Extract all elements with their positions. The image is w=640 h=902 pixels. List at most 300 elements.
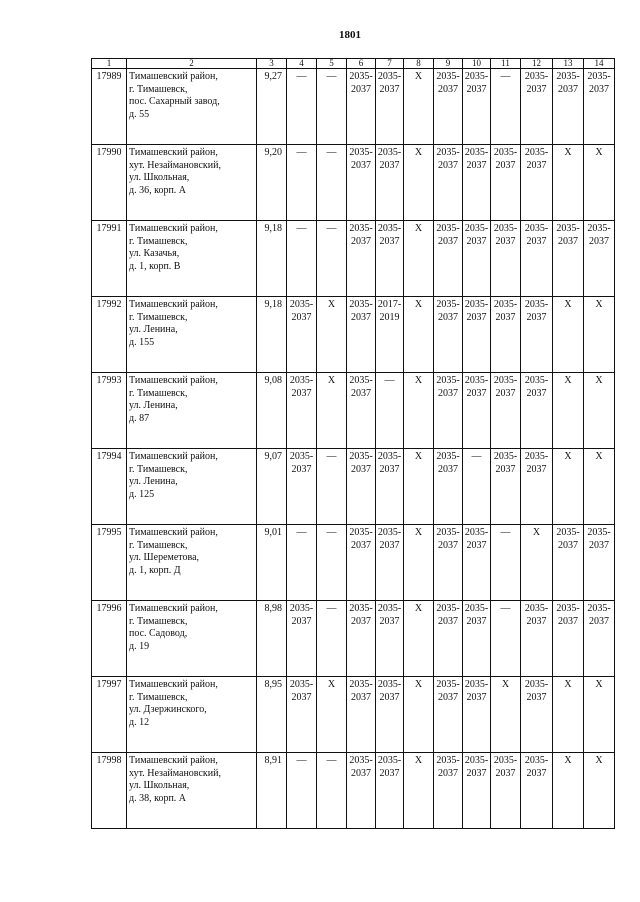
schedule-cell bbox=[584, 69, 615, 145]
schedule-cell bbox=[584, 221, 615, 297]
cell-text: Тимашевский район, г. Тимашевск, ул. Дзержинского, д. 12 bbox=[129, 679, 218, 728]
cell-text: 2035- 2037 bbox=[464, 679, 489, 703]
schedule-cell bbox=[404, 145, 434, 221]
cell-text: 2035- 2037 bbox=[493, 223, 518, 247]
schedule-cell bbox=[376, 753, 404, 829]
schedule-cell bbox=[404, 221, 434, 297]
cell-text: X bbox=[564, 147, 572, 158]
cell-text: 9,18 bbox=[264, 223, 282, 234]
cell-text: — bbox=[326, 603, 337, 614]
cell-text: 2035- 2037 bbox=[377, 679, 402, 703]
cell-text: 9,08 bbox=[264, 375, 282, 386]
cell-text: 2035- 2037 bbox=[464, 71, 489, 95]
schedule-cell bbox=[463, 297, 491, 373]
schedule-cell bbox=[404, 525, 434, 601]
cell-text: — bbox=[500, 71, 511, 82]
cell-text: 2035- 2037 bbox=[436, 451, 460, 475]
schedule-cell bbox=[317, 677, 347, 753]
cell-text: X bbox=[564, 375, 572, 386]
cell-text: 2035- 2037 bbox=[587, 223, 611, 247]
cell-text: X bbox=[414, 755, 423, 766]
table-body bbox=[92, 59, 615, 829]
address-cell bbox=[127, 145, 257, 221]
cell-text: 9,18 bbox=[264, 299, 282, 310]
cell-text: 2035- 2037 bbox=[493, 375, 518, 399]
cell-text: 17989 bbox=[96, 71, 122, 82]
schedule-cell bbox=[434, 449, 463, 525]
schedule-cell bbox=[463, 373, 491, 449]
cell-text: 17993 bbox=[96, 375, 122, 386]
address-cell bbox=[127, 601, 257, 677]
cell-text: 17996 bbox=[96, 603, 122, 614]
table-row bbox=[92, 145, 615, 221]
area-cell bbox=[257, 297, 287, 373]
cell-text: X bbox=[595, 147, 603, 158]
cell-text: 9,01 bbox=[264, 527, 282, 538]
cell-text: X bbox=[564, 679, 572, 690]
cell-text: X bbox=[327, 679, 336, 690]
cell-text: 2035- 2037 bbox=[349, 223, 373, 247]
cell-text: 2035- 2037 bbox=[289, 375, 314, 399]
schedule-cell bbox=[521, 221, 553, 297]
schedule-cell bbox=[463, 525, 491, 601]
schedule-cell bbox=[491, 373, 521, 449]
schedule-cell bbox=[347, 677, 376, 753]
cell-text: X bbox=[414, 527, 423, 538]
cell-text: 2035- 2037 bbox=[436, 71, 460, 95]
schedule-cell bbox=[463, 677, 491, 753]
schedule-cell bbox=[347, 145, 376, 221]
schedule-cell bbox=[584, 601, 615, 677]
schedule-cell bbox=[376, 297, 404, 373]
cell-text: — bbox=[326, 71, 337, 82]
cell-text: 2035- 2037 bbox=[464, 527, 489, 551]
area-cell bbox=[257, 373, 287, 449]
cell-text: 2035- 2037 bbox=[464, 299, 489, 323]
table-row bbox=[92, 221, 615, 297]
schedule-cell bbox=[287, 221, 317, 297]
page-number: 1801 bbox=[339, 29, 361, 41]
cell-text: 2035- 2037 bbox=[436, 527, 460, 551]
cell-text: 2035- 2037 bbox=[464, 223, 489, 247]
cell-text: — bbox=[326, 527, 337, 538]
cell-text: 2035- 2037 bbox=[493, 451, 518, 475]
cell-text: 2035- 2037 bbox=[524, 375, 549, 399]
schedule-cell bbox=[521, 677, 553, 753]
row-number-cell bbox=[92, 69, 127, 145]
area-cell bbox=[257, 69, 287, 145]
cell-text: 17997 bbox=[96, 679, 122, 690]
address-cell bbox=[127, 449, 257, 525]
cell-text: X bbox=[414, 375, 423, 386]
schedule-cell bbox=[584, 753, 615, 829]
schedule-cell bbox=[521, 449, 553, 525]
cell-text: Тимашевский район, г. Тимашевск, пос. Садовод, д. 19 bbox=[129, 603, 218, 652]
schedule-cell bbox=[376, 525, 404, 601]
schedule-cell bbox=[434, 525, 463, 601]
column-header: 9 bbox=[434, 59, 463, 69]
address-cell bbox=[127, 69, 257, 145]
cell-text: X bbox=[595, 679, 603, 690]
schedule-cell bbox=[317, 601, 347, 677]
cell-text: — bbox=[384, 375, 395, 386]
row-number-cell bbox=[92, 677, 127, 753]
schedule-cell bbox=[287, 297, 317, 373]
cell-text: 8,91 bbox=[264, 755, 282, 766]
cell-text: X bbox=[501, 679, 510, 690]
cell-text: — bbox=[326, 451, 337, 462]
row-number-cell bbox=[92, 297, 127, 373]
address-cell bbox=[127, 677, 257, 753]
cell-text: 2035- 2037 bbox=[349, 755, 373, 779]
column-header: 11 bbox=[491, 59, 521, 69]
schedule-cell bbox=[287, 449, 317, 525]
column-header: 3 bbox=[257, 59, 287, 69]
cell-text: 2035- 2037 bbox=[493, 147, 518, 171]
cell-text: Тимашевский район, г. Тимашевск, пос. Сахарный завод, д. 55 bbox=[129, 71, 220, 120]
cell-text: 17995 bbox=[96, 527, 122, 538]
schedule-cell bbox=[463, 69, 491, 145]
schedule-cell bbox=[521, 373, 553, 449]
address-cell bbox=[127, 373, 257, 449]
schedule-cell bbox=[376, 601, 404, 677]
cell-text: 2035- 2037 bbox=[436, 603, 460, 627]
schedule-cell bbox=[491, 145, 521, 221]
cell-text: 2035- 2037 bbox=[556, 223, 580, 247]
schedule-cell bbox=[287, 145, 317, 221]
cell-text: 2035- 2037 bbox=[377, 147, 402, 171]
cell-text: Тимашевский район, г. Тимашевск, ул. Казачья, д. 1, корп. В bbox=[129, 223, 218, 272]
schedule-cell bbox=[463, 145, 491, 221]
cell-text: 17991 bbox=[96, 223, 122, 234]
cell-text: Тимашевский район, хут. Незаймановский, ул. Школьная, д. 38, корп. А bbox=[129, 755, 221, 804]
cell-text: 2035- 2037 bbox=[464, 375, 489, 399]
schedule-cell bbox=[584, 449, 615, 525]
cell-text: 8,95 bbox=[264, 679, 282, 690]
cell-text: X bbox=[414, 223, 423, 234]
schedule-cell bbox=[347, 753, 376, 829]
cell-text: 2035- 2037 bbox=[524, 603, 549, 627]
cell-text: 17998 bbox=[96, 755, 122, 766]
cell-text: 2035- 2037 bbox=[524, 679, 549, 703]
address-cell bbox=[127, 753, 257, 829]
schedule-cell bbox=[463, 221, 491, 297]
cell-text: 2035- 2037 bbox=[349, 71, 373, 95]
cell-text: Тимашевский район, г. Тимашевск, ул. Ленина, д. 87 bbox=[129, 375, 218, 424]
schedule-cell bbox=[491, 601, 521, 677]
schedule-cell bbox=[521, 525, 553, 601]
column-header: 12 bbox=[521, 59, 553, 69]
column-header: 14 bbox=[584, 59, 615, 69]
cell-text: X bbox=[414, 603, 423, 614]
schedule-cell bbox=[404, 69, 434, 145]
schedule-cell bbox=[521, 145, 553, 221]
schedule-cell bbox=[404, 677, 434, 753]
cell-text: X bbox=[414, 71, 423, 82]
cell-text: 2035- 2037 bbox=[349, 375, 373, 399]
cell-text: — bbox=[296, 147, 307, 158]
cell-text: X bbox=[595, 375, 603, 386]
cell-text: 2035- 2037 bbox=[349, 299, 373, 323]
cell-text: 2035- 2037 bbox=[464, 755, 489, 779]
schedule-cell bbox=[584, 677, 615, 753]
schedule-cell bbox=[521, 601, 553, 677]
cell-text: 2035- 2037 bbox=[587, 71, 611, 95]
cell-text: Тимашевский район, г. Тимашевск, ул. Ленина, д. 155 bbox=[129, 299, 218, 348]
schedule-cell bbox=[553, 601, 584, 677]
cell-text: 2035- 2037 bbox=[349, 451, 373, 475]
schedule-cell bbox=[404, 373, 434, 449]
cell-text: 2035- 2037 bbox=[464, 147, 489, 171]
cell-text: X bbox=[595, 755, 603, 766]
cell-text: 2017- 2019 bbox=[377, 299, 402, 323]
cell-text: X bbox=[414, 679, 423, 690]
schedule-cell bbox=[376, 221, 404, 297]
row-number-cell bbox=[92, 753, 127, 829]
schedule-cell bbox=[347, 297, 376, 373]
row-number-cell bbox=[92, 145, 127, 221]
cell-text: 9,27 bbox=[264, 71, 282, 82]
cell-text: 2035- 2037 bbox=[289, 451, 314, 475]
schedule-cell bbox=[404, 297, 434, 373]
schedule-cell bbox=[491, 221, 521, 297]
table-row bbox=[92, 677, 615, 753]
schedule-cell bbox=[463, 449, 491, 525]
column-header: 4 bbox=[287, 59, 317, 69]
schedule-cell bbox=[434, 297, 463, 373]
cell-text: 2035- 2037 bbox=[436, 375, 460, 399]
cell-text: 2035- 2037 bbox=[556, 603, 580, 627]
table-row bbox=[92, 449, 615, 525]
cell-text: 9,07 bbox=[264, 451, 282, 462]
cell-text: 2035- 2037 bbox=[377, 755, 402, 779]
schedule-cell bbox=[317, 221, 347, 297]
cell-text: 2035- 2037 bbox=[464, 603, 489, 627]
cell-text: 2035- 2037 bbox=[493, 755, 518, 779]
schedule-cell bbox=[553, 525, 584, 601]
column-header: 8 bbox=[404, 59, 434, 69]
schedule-cell bbox=[347, 221, 376, 297]
schedule-cell bbox=[287, 677, 317, 753]
cell-text: — bbox=[296, 71, 307, 82]
schedule-cell bbox=[317, 373, 347, 449]
cell-text: 2035- 2037 bbox=[524, 147, 549, 171]
area-cell bbox=[257, 221, 287, 297]
schedule-cell bbox=[434, 221, 463, 297]
column-header: 13 bbox=[553, 59, 584, 69]
schedule-cell bbox=[553, 221, 584, 297]
cell-text: 17992 bbox=[96, 299, 122, 310]
schedule-cell bbox=[434, 373, 463, 449]
cell-text: 2035- 2037 bbox=[436, 299, 460, 323]
cell-text: Тимашевский район, хут. Незаймановский, ул. Школьная, д. 36, корп. А bbox=[129, 147, 221, 196]
cell-text: X bbox=[327, 375, 336, 386]
cell-text: 2035- 2037 bbox=[349, 679, 373, 703]
schedule-cell bbox=[317, 145, 347, 221]
schedule-cell bbox=[463, 601, 491, 677]
cell-text: — bbox=[500, 603, 511, 614]
cell-text: 2035- 2037 bbox=[289, 299, 314, 323]
schedule-cell bbox=[317, 69, 347, 145]
schedule-cell bbox=[376, 145, 404, 221]
cell-text: 2035- 2037 bbox=[587, 603, 611, 627]
table-row bbox=[92, 373, 615, 449]
cell-text: 2035- 2037 bbox=[377, 71, 402, 95]
schedule-cell bbox=[434, 753, 463, 829]
cell-text: Тимашевский район, г. Тимашевск, ул. Шереметова, д. 1, корп. Д bbox=[129, 527, 218, 576]
cell-text: 2035- 2037 bbox=[289, 603, 314, 627]
schedule-cell bbox=[347, 373, 376, 449]
cell-text: 2035- 2037 bbox=[436, 147, 460, 171]
schedule-cell bbox=[434, 69, 463, 145]
schedule-cell bbox=[521, 297, 553, 373]
cell-text: — bbox=[326, 147, 337, 158]
table-row bbox=[92, 753, 615, 829]
schedule-cell bbox=[584, 145, 615, 221]
cell-text: 9,20 bbox=[264, 147, 282, 158]
cell-text: — bbox=[296, 527, 307, 538]
schedule-cell bbox=[521, 69, 553, 145]
schedule-cell bbox=[287, 601, 317, 677]
cell-text: — bbox=[326, 223, 337, 234]
cell-text: X bbox=[595, 451, 603, 462]
schedule-cell bbox=[434, 601, 463, 677]
area-cell bbox=[257, 753, 287, 829]
schedule-cell bbox=[491, 677, 521, 753]
cell-text: 2035- 2037 bbox=[377, 223, 402, 247]
cell-text: X bbox=[564, 299, 572, 310]
register-table bbox=[91, 58, 615, 829]
schedule-cell bbox=[317, 753, 347, 829]
cell-text: X bbox=[532, 527, 541, 538]
schedule-cell bbox=[317, 525, 347, 601]
cell-text: 2035- 2037 bbox=[377, 451, 402, 475]
schedule-cell bbox=[463, 753, 491, 829]
column-header: 2 bbox=[127, 59, 257, 69]
cell-text: 2035- 2037 bbox=[377, 603, 402, 627]
schedule-cell bbox=[347, 525, 376, 601]
row-number-cell bbox=[92, 221, 127, 297]
schedule-cell bbox=[553, 373, 584, 449]
schedule-cell bbox=[553, 69, 584, 145]
cell-text: 2035- 2037 bbox=[524, 71, 549, 95]
row-number-cell bbox=[92, 373, 127, 449]
cell-text: 2035- 2037 bbox=[436, 223, 460, 247]
address-cell bbox=[127, 221, 257, 297]
cell-text: 2035- 2037 bbox=[524, 299, 549, 323]
schedule-cell bbox=[553, 677, 584, 753]
cell-text: 2035- 2037 bbox=[289, 679, 314, 703]
cell-text: X bbox=[564, 755, 572, 766]
cell-text: Тимашевский район, г. Тимашевск, ул. Ленина, д. 125 bbox=[129, 451, 218, 500]
cell-text: X bbox=[595, 299, 603, 310]
cell-text: 2035- 2037 bbox=[556, 71, 580, 95]
schedule-cell bbox=[553, 297, 584, 373]
schedule-cell bbox=[491, 297, 521, 373]
schedule-cell bbox=[404, 753, 434, 829]
cell-text: X bbox=[414, 147, 423, 158]
cell-text: 2035- 2037 bbox=[349, 527, 373, 551]
schedule-cell bbox=[287, 69, 317, 145]
area-cell bbox=[257, 601, 287, 677]
area-cell bbox=[257, 145, 287, 221]
cell-text: 2035- 2037 bbox=[587, 527, 611, 551]
cell-text: — bbox=[296, 223, 307, 234]
cell-text: X bbox=[327, 299, 336, 310]
cell-text: 2035- 2037 bbox=[349, 147, 373, 171]
cell-text: 2035- 2037 bbox=[524, 755, 549, 779]
column-header: 5 bbox=[317, 59, 347, 69]
table-row bbox=[92, 601, 615, 677]
schedule-cell bbox=[521, 753, 553, 829]
cell-text: X bbox=[414, 299, 423, 310]
cell-text: 17994 bbox=[96, 451, 122, 462]
column-header: 7 bbox=[376, 59, 404, 69]
cell-text: — bbox=[326, 755, 337, 766]
column-header: 1 bbox=[92, 59, 127, 69]
schedule-cell bbox=[491, 449, 521, 525]
schedule-cell bbox=[347, 601, 376, 677]
cell-text: 17990 bbox=[96, 147, 122, 158]
schedule-cell bbox=[491, 525, 521, 601]
schedule-cell bbox=[553, 145, 584, 221]
column-header: 6 bbox=[347, 59, 376, 69]
schedule-cell bbox=[491, 753, 521, 829]
schedule-cell bbox=[404, 601, 434, 677]
row-number-cell bbox=[92, 601, 127, 677]
schedule-cell bbox=[434, 145, 463, 221]
schedule-cell bbox=[434, 677, 463, 753]
row-number-cell bbox=[92, 449, 127, 525]
schedule-cell bbox=[287, 373, 317, 449]
cell-text: 2035- 2037 bbox=[556, 527, 580, 551]
schedule-cell bbox=[347, 449, 376, 525]
cell-text: — bbox=[471, 451, 482, 462]
schedule-cell bbox=[584, 297, 615, 373]
cell-text: 2035- 2037 bbox=[524, 223, 549, 247]
cell-text: 8,98 bbox=[264, 603, 282, 614]
table-row bbox=[92, 525, 615, 601]
schedule-cell bbox=[376, 373, 404, 449]
area-cell bbox=[257, 677, 287, 753]
schedule-cell bbox=[376, 449, 404, 525]
schedule-cell bbox=[376, 69, 404, 145]
schedule-cell bbox=[553, 753, 584, 829]
schedule-cell bbox=[287, 753, 317, 829]
cell-text: 2035- 2037 bbox=[436, 755, 460, 779]
cell-text: X bbox=[564, 451, 572, 462]
cell-text: — bbox=[500, 527, 511, 538]
table-row bbox=[92, 297, 615, 373]
area-cell bbox=[257, 449, 287, 525]
area-cell bbox=[257, 525, 287, 601]
schedule-cell bbox=[287, 525, 317, 601]
schedule-cell bbox=[584, 525, 615, 601]
schedule-cell bbox=[317, 449, 347, 525]
table-row bbox=[92, 69, 615, 145]
address-cell bbox=[127, 525, 257, 601]
header-row bbox=[92, 59, 615, 69]
row-number-cell bbox=[92, 525, 127, 601]
schedule-cell bbox=[491, 69, 521, 145]
schedule-cell bbox=[376, 677, 404, 753]
cell-text: 2035- 2037 bbox=[377, 527, 402, 551]
cell-text: 2035- 2037 bbox=[524, 451, 549, 475]
schedule-cell bbox=[553, 449, 584, 525]
cell-text: 2035- 2037 bbox=[349, 603, 373, 627]
schedule-cell bbox=[317, 297, 347, 373]
cell-text: 2035- 2037 bbox=[436, 679, 460, 703]
